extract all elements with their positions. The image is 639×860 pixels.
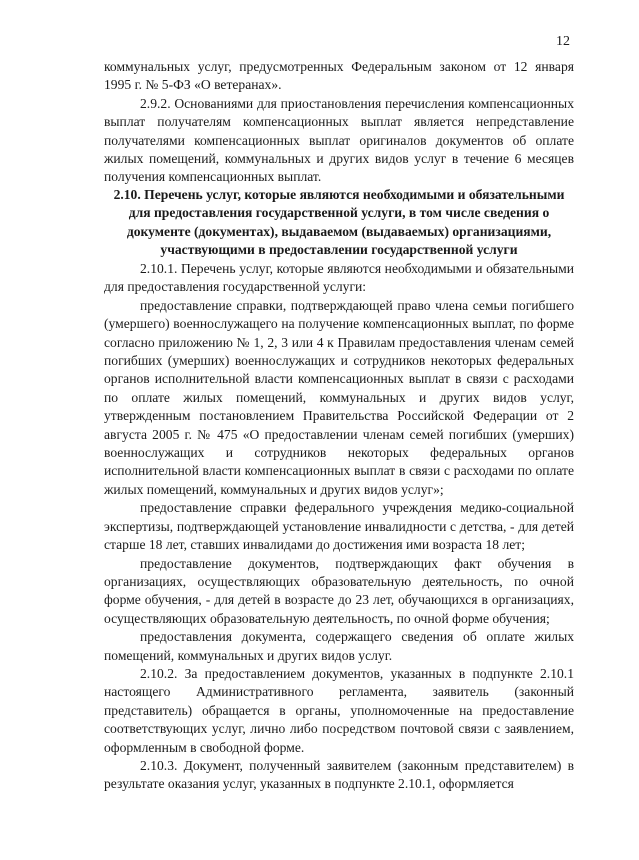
paragraph-certificate-family: предоставление справки, подтверждающей право члена семьи погибшего (умершего) военнослужащего на получение компенсационных выплат, по форме согласно приложению № 1, 2, 3 или 4 к Правилам предоставления членам семей погибших (умерших) военнослужащих и сотрудников некоторых федеральных органов исполнительной власти компенсационных выплат в связи с расходами по оплате жилых помещений, коммунальных и других видов услуг, утвержденным постановлением Правительства Российской Федерации от 2 августа 2005 г. № 475 «О предоставлении членам семей погибших (умерших) военнослужащих и сотрудников некоторых федеральных органов исполнительной власти компенсационных выплат в связи с расходами по оплате жилых помещений, коммунальных и других видов услуг»; <box>104 297 574 497</box>
paragraph-payment-document: предоставления документа, содержащего сведения об оплате жилых помещений, коммунальных и других видов услуг. <box>104 629 574 663</box>
paragraph-2-9-2: 2.9.2. Основаниями для приостановления перечисления компенсационных выплат получателям компенсационных выплат является непредставление получателями компенсационных выплат оригиналов документов об оплате жилых помещений, коммунальных и других видов услуг в течение 6 месяцев получения компенсационных выплат. <box>104 95 574 185</box>
paragraph-2-10-2: 2.10.2. За предоставлением документов, указанных в подпункте 2.10.1 настоящего Административного регламента, заявитель (законный представитель) обращается в органы, уполномоченные на предоставление соответствующих услуг, лично либо посредством почтовой связи с заявлением, оформленным в свободной форме. <box>104 665 574 755</box>
paragraph-2-10-1: 2.10.1. Перечень услуг, которые являются необходимыми и обязательными для предоставления государственной услуги: <box>104 261 574 295</box>
paragraph-continuation: коммунальных услуг, предусмотренных Федеральным законом от 12 января 1995 г. № 5-ФЗ «О ветеранах». <box>104 59 574 93</box>
paragraph-2-10-3: 2.10.3. Документ, полученный заявителем (законным представителем) в результате оказания услуг, указанных в подпункте 2.10.1, оформляется <box>104 757 574 792</box>
page-number: 12 <box>556 34 570 49</box>
paragraph-education-documents: предоставление документов, подтверждающих факт обучения в организациях, осуществляющих образовательную деятельность, по очной форме обучения, - для детей в возрасте до 23 лет, обучающихся в организациях, осуществляющих образовательную деятельность, по очной форме обучения; <box>104 555 574 626</box>
paragraph-certificate-disability: предоставление справки федерального учреждения медико-социальной экспертизы, подтверждающей установление инвалидности с детства, - для детей старше 18 лет, ставших инвалидами до достижения ими возраста 18 лет; <box>104 500 574 553</box>
main-text-block <box>104 260 574 794</box>
section-heading-2-10: 2.10. Перечень услуг, которые являются необходимыми и обязательными для предоставления государственной услуги, в том числе сведения о документе (документах), выдаваемом (выдаваемых) организациями, участвующими в предоставлении государственной услуги <box>113 187 565 258</box>
top-text-block <box>104 58 574 187</box>
